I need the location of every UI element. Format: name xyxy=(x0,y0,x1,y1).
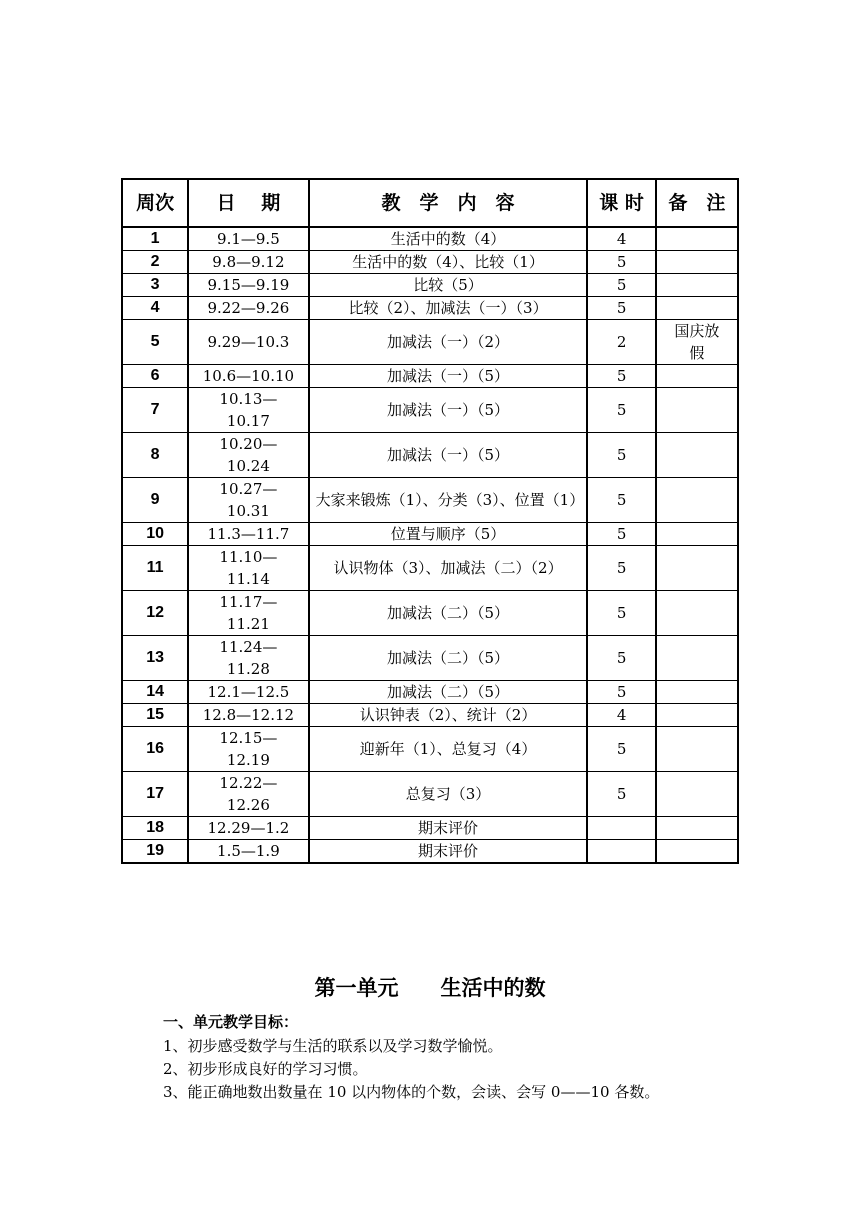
date-cell: 9.8—9.12 xyxy=(188,251,308,274)
note-cell xyxy=(656,251,738,274)
week-cell: 13 xyxy=(122,636,188,681)
week-cell: 12 xyxy=(122,591,188,636)
hours-cell: 5 xyxy=(587,772,655,817)
hours-cell: 5 xyxy=(587,523,655,546)
note-cell xyxy=(656,365,738,388)
content-cell: 认识物体（3）、加减法（二）（2） xyxy=(309,546,588,591)
date-cell: 1.5—1.9 xyxy=(188,840,308,864)
table-row xyxy=(122,251,738,274)
date-cell: 10.13—10.17 xyxy=(188,388,308,433)
week-cell: 19 xyxy=(122,840,188,864)
date-cell: 12.15—12.19 xyxy=(188,727,308,772)
week-cell: 7 xyxy=(122,388,188,433)
hours-cell: 5 xyxy=(587,388,655,433)
hours-cell: 5 xyxy=(587,546,655,591)
content-cell: 加减法（一）（2） xyxy=(309,320,588,365)
hours-cell: 5 xyxy=(587,591,655,636)
date-cell: 11.24—11.28 xyxy=(188,636,308,681)
week-cell: 5 xyxy=(122,320,188,365)
table-row xyxy=(122,704,738,727)
note-cell xyxy=(656,433,738,478)
date-cell: 9.1—9.5 xyxy=(188,227,308,251)
note-cell xyxy=(656,227,738,251)
hours-cell: 5 xyxy=(587,433,655,478)
content-cell: 加减法（二）（5） xyxy=(309,636,588,681)
table-row xyxy=(122,817,738,840)
note-cell xyxy=(656,297,738,320)
date-cell: 9.15—9.19 xyxy=(188,274,308,297)
week-cell: 16 xyxy=(122,727,188,772)
header-note: 备 注 xyxy=(656,179,738,227)
note-cell xyxy=(656,840,738,864)
teaching-schedule-table xyxy=(121,178,739,864)
table-row xyxy=(122,681,738,704)
header-week: 周次 xyxy=(122,179,188,227)
hours-cell: 5 xyxy=(587,365,655,388)
date-cell: 9.29—10.3 xyxy=(188,320,308,365)
note-cell xyxy=(656,817,738,840)
table-row xyxy=(122,523,738,546)
hours-cell: 5 xyxy=(587,478,655,523)
unit-title: 第一单元 生活中的数 xyxy=(314,976,546,1000)
note-cell xyxy=(656,546,738,591)
header-date: 日 期 xyxy=(188,179,308,227)
note-cell xyxy=(656,727,738,772)
date-cell: 9.22—9.26 xyxy=(188,297,308,320)
table-row xyxy=(122,636,738,681)
table-row xyxy=(122,772,738,817)
note-cell xyxy=(656,274,738,297)
note-cell xyxy=(656,388,738,433)
date-cell: 12.1—12.5 xyxy=(188,681,308,704)
hours-cell: 5 xyxy=(587,274,655,297)
date-cell: 10.20—10.24 xyxy=(188,433,308,478)
hours-cell: 5 xyxy=(587,681,655,704)
table-row xyxy=(122,227,738,251)
hours-cell: 2 xyxy=(587,320,655,365)
table-row xyxy=(122,478,738,523)
week-cell: 2 xyxy=(122,251,188,274)
date-cell: 11.10—11.14 xyxy=(188,546,308,591)
week-cell: 15 xyxy=(122,704,188,727)
hours-cell: 5 xyxy=(587,251,655,274)
table-row xyxy=(122,591,738,636)
week-cell: 11 xyxy=(122,546,188,591)
content-cell: 加减法（一）（5） xyxy=(309,388,588,433)
week-cell: 10 xyxy=(122,523,188,546)
week-cell: 1 xyxy=(122,227,188,251)
content-cell: 加减法（二）（5） xyxy=(309,591,588,636)
goal-item: 1、初步感受数学与生活的联系以及学习数学愉悦。 xyxy=(163,1037,503,1055)
content-cell: 比较（2）、加减法（一）（3） xyxy=(309,297,588,320)
week-cell: 3 xyxy=(122,274,188,297)
content-cell: 加减法（二）（5） xyxy=(309,681,588,704)
hours-cell: 5 xyxy=(587,727,655,772)
hours-cell: 5 xyxy=(587,297,655,320)
date-cell: 11.3—11.7 xyxy=(188,523,308,546)
note-cell xyxy=(656,704,738,727)
content-cell: 迎新年（1）、总复习（4） xyxy=(309,727,588,772)
table-row xyxy=(122,388,738,433)
week-cell: 9 xyxy=(122,478,188,523)
date-cell: 10.6—10.10 xyxy=(188,365,308,388)
note-cell xyxy=(656,591,738,636)
content-cell: 期末评价 xyxy=(309,817,588,840)
content-cell: 期末评价 xyxy=(309,840,588,864)
content-cell: 生活中的数（4） xyxy=(309,227,588,251)
week-cell: 18 xyxy=(122,817,188,840)
content-cell: 认识钟表（2）、统计（2） xyxy=(309,704,588,727)
table-row xyxy=(122,546,738,591)
table-row xyxy=(122,727,738,772)
note-cell xyxy=(656,772,738,817)
hours-cell xyxy=(587,817,655,840)
week-cell: 4 xyxy=(122,297,188,320)
table-row xyxy=(122,274,738,297)
week-cell: 6 xyxy=(122,365,188,388)
content-cell: 总复习（3） xyxy=(309,772,588,817)
note-cell xyxy=(656,523,738,546)
content-cell: 生活中的数（4）、比较（1） xyxy=(309,251,588,274)
content-cell: 位置与顺序（5） xyxy=(309,523,588,546)
week-cell: 8 xyxy=(122,433,188,478)
content-cell: 加减法（一）（5） xyxy=(309,365,588,388)
goal-item: 3、能正确地数出数量在 10 以内物体的个数，会读、会写 0——10 各数。 xyxy=(163,1083,660,1101)
hours-cell: 4 xyxy=(587,704,655,727)
table-row xyxy=(122,297,738,320)
goals-heading: 一、单元教学目标： xyxy=(163,1013,299,1031)
table-row xyxy=(122,840,738,864)
hours-cell: 4 xyxy=(587,227,655,251)
hours-cell: 5 xyxy=(587,636,655,681)
table-row xyxy=(122,433,738,478)
content-cell: 大家来锻炼（1）、分类（3）、位置（1） xyxy=(309,478,588,523)
date-cell: 12.22—12.26 xyxy=(188,772,308,817)
week-cell: 17 xyxy=(122,772,188,817)
content-cell: 加减法（一）（5） xyxy=(309,433,588,478)
date-cell: 11.17—11.21 xyxy=(188,591,308,636)
header-hours: 课 时 xyxy=(587,179,655,227)
content-cell: 比较（5） xyxy=(309,274,588,297)
note-cell xyxy=(656,636,738,681)
note-cell xyxy=(656,681,738,704)
table-row xyxy=(122,365,738,388)
date-cell: 12.8—12.12 xyxy=(188,704,308,727)
note-cell xyxy=(656,478,738,523)
goal-item: 2、初步形成良好的学习习惯。 xyxy=(163,1060,368,1078)
note-cell: 国庆放假 xyxy=(656,320,738,365)
table-row xyxy=(122,320,738,365)
header-content: 教 学 内 容 xyxy=(309,179,588,227)
table-header-row xyxy=(122,179,738,227)
date-cell: 12.29—1.2 xyxy=(188,817,308,840)
hours-cell xyxy=(587,840,655,864)
date-cell: 10.27—10.31 xyxy=(188,478,308,523)
week-cell: 14 xyxy=(122,681,188,704)
